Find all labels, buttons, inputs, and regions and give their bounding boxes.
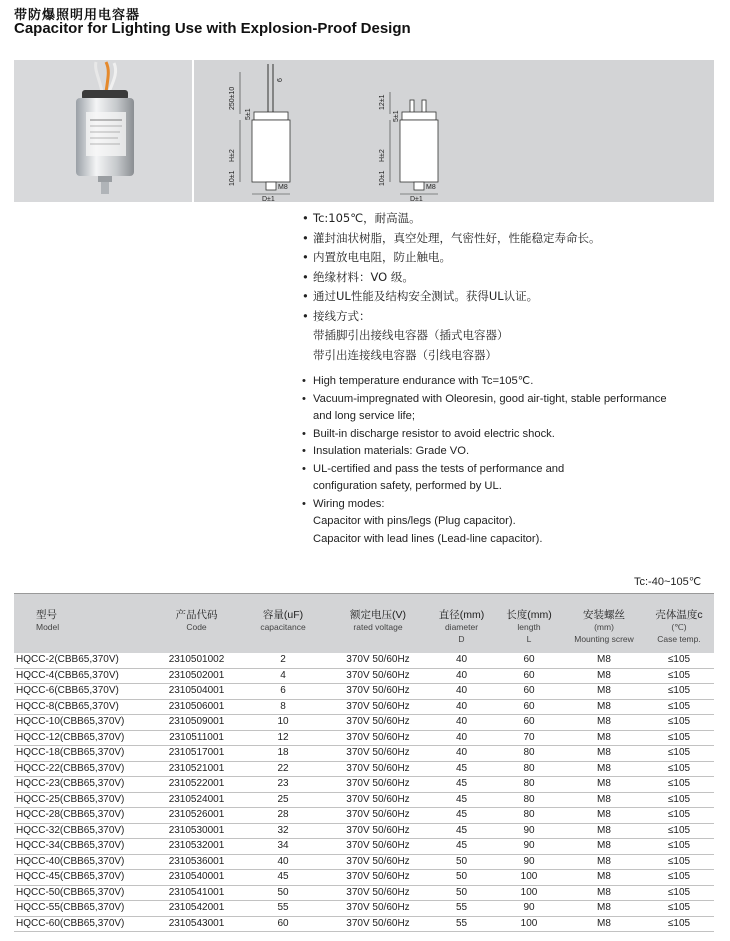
screw-cell: M8	[597, 778, 611, 790]
voltage-cell: 370V 50/60Hz	[346, 700, 410, 712]
table-row	[14, 746, 714, 762]
diameter-cell: 40	[455, 747, 468, 759]
case-temp-cell: ≤105	[667, 685, 691, 697]
diameter-cell: 50	[455, 886, 468, 898]
length-cell: 90	[523, 824, 535, 836]
capacitance-cell: 40	[277, 855, 289, 867]
column-header-case-temp: 壳体温度c (℃) Case temp.	[655, 609, 703, 644]
voltage-cell: 370V 50/60Hz	[346, 731, 410, 743]
dimension-drawing-lead	[210, 62, 305, 202]
case-temp-cell: ≤105	[667, 700, 691, 712]
code-cell: 2310541001	[168, 886, 225, 898]
diameter-cell: 50	[455, 855, 468, 867]
screw-cell: M8	[597, 809, 611, 821]
case-temp-cell: ≤105	[667, 871, 691, 883]
capacitance-cell: 45	[277, 871, 289, 883]
length-cell: 90	[523, 902, 535, 914]
case-temp-cell: ≤105	[667, 793, 691, 805]
voltage-cell: 370V 50/60Hz	[346, 902, 410, 914]
features-list-en	[302, 373, 667, 548]
list-item: • 内置放电电阻，防止触电。	[302, 250, 451, 264]
diameter-cell: 45	[455, 778, 468, 790]
length-cell: 60	[523, 685, 535, 697]
diameter-cell: 45	[455, 824, 468, 836]
screw-cell: M8	[597, 654, 611, 665]
voltage-cell: 370V 50/60Hz	[346, 840, 410, 852]
capacitance-cell: 23	[277, 778, 289, 790]
column-header-code: 产品代码 Code	[175, 609, 218, 632]
code-cell: 2310532001	[168, 840, 225, 852]
model-cell: HQCC-18(CBB65,370V)	[16, 747, 125, 759]
table-row	[14, 777, 714, 793]
column-header-length: 长度(mm) length L	[506, 609, 552, 644]
list-item: • UL-certified and pass the tests of performance and	[302, 462, 565, 475]
length-cell: 60	[523, 700, 535, 712]
capacitance-cell: 22	[277, 762, 289, 774]
svg-text:5±1: 5±1	[245, 108, 252, 120]
length-cell: 60	[523, 716, 535, 728]
model-cell: HQCC-8(CBB65,370V)	[16, 700, 119, 712]
diameter-cell: 40	[455, 731, 468, 743]
length-cell: 70	[523, 731, 535, 743]
length-cell: 100	[520, 917, 538, 929]
length-cell: 60	[523, 654, 535, 665]
list-item: configuration safety, performed by UL.	[313, 480, 502, 492]
svg-text:5±1: 5±1	[393, 110, 400, 122]
capacitance-cell: 55	[277, 902, 289, 914]
diameter-cell: 40	[455, 700, 468, 712]
table-row	[14, 870, 714, 886]
screw-cell: M8	[597, 871, 611, 883]
code-cell: 2310536001	[168, 855, 225, 867]
length-cell: 80	[523, 809, 535, 821]
capacitance-cell: 50	[277, 886, 289, 898]
model-cell: HQCC-12(CBB65,370V)	[16, 731, 125, 743]
code-cell: 2310524001	[168, 793, 225, 805]
voltage-cell: 370V 50/60Hz	[346, 871, 410, 883]
column-header-diameter: 直径(mm) diameter D	[438, 609, 485, 644]
svg-text:6: 6	[277, 78, 284, 82]
voltage-cell: 370V 50/60Hz	[346, 669, 410, 681]
model-cell: HQCC-2(CBB65,370V)	[16, 654, 119, 665]
model-cell: HQCC-23(CBB65,370V)	[16, 778, 125, 790]
code-cell: 2310504001	[168, 685, 225, 697]
screw-cell: M8	[597, 886, 611, 898]
code-cell: 2310502001	[168, 669, 225, 681]
code-cell: 2310506001	[168, 700, 225, 712]
screw-cell: M8	[597, 824, 611, 836]
table-row	[14, 885, 714, 901]
svg-text:10±1: 10±1	[229, 170, 236, 186]
diameter-cell: 45	[455, 762, 468, 774]
case-temp-cell: ≤105	[667, 809, 691, 821]
capacitance-cell: 6	[280, 685, 286, 697]
voltage-cell: 370V 50/60Hz	[346, 685, 410, 697]
voltage-cell: 370V 50/60Hz	[346, 716, 410, 728]
code-cell: 2310501002	[168, 654, 225, 665]
svg-text:12±1: 12±1	[379, 94, 386, 110]
column-header-mounting-screw: 安装螺丝 (mm) Mounting screw	[574, 609, 634, 644]
table-row	[14, 715, 714, 731]
screw-cell: M8	[597, 762, 611, 774]
length-cell: 80	[523, 778, 535, 790]
code-cell: 2310521001	[168, 762, 225, 774]
model-cell: HQCC-22(CBB65,370V)	[16, 762, 125, 774]
case-temp-cell: ≤105	[667, 855, 691, 867]
list-item: 带插脚引出接线电容器（插式电容器）	[313, 328, 509, 342]
capacitance-cell: 10	[277, 716, 289, 728]
table-row	[14, 901, 714, 917]
capacitance-cell: 18	[277, 747, 289, 759]
list-item: • 绝缘材料：VO 级。	[302, 269, 414, 284]
table-row	[14, 808, 714, 824]
diameter-cell: 55	[455, 902, 468, 914]
screw-cell: M8	[597, 855, 611, 867]
code-cell: 2310542001	[168, 902, 225, 914]
code-cell: 2310522001	[168, 778, 225, 790]
table-row	[14, 668, 714, 684]
screw-cell: M8	[597, 840, 611, 852]
code-cell: 2310540001	[168, 871, 225, 883]
list-item: and long service life;	[313, 410, 415, 422]
page-title-cn: 带防爆照明用电容器	[14, 8, 141, 23]
svg-text:D±1: D±1	[262, 196, 275, 202]
screw-cell: M8	[597, 731, 611, 743]
diameter-cell: 55	[455, 917, 468, 929]
capacitance-cell: 25	[277, 793, 289, 805]
diameter-cell: 40	[455, 685, 468, 697]
model-cell: HQCC-34(CBB65,370V)	[16, 840, 125, 852]
table-row	[14, 730, 714, 746]
model-cell: HQCC-32(CBB65,370V)	[16, 824, 125, 836]
spec-table	[14, 593, 714, 932]
page-title-en: Capacitor for Lighting Use with Explosion-Proof Design	[14, 20, 411, 37]
dimension-drawing-plug	[360, 62, 455, 202]
svg-text:H±2: H±2	[379, 149, 386, 162]
svg-text:250±10: 250±10	[229, 86, 236, 110]
model-cell: HQCC-45(CBB65,370V)	[16, 871, 125, 883]
table-row	[14, 916, 714, 932]
diameter-cell: 40	[455, 654, 468, 665]
case-temp-cell: ≤105	[667, 917, 691, 929]
table-row	[14, 839, 714, 855]
svg-text:D±1: D±1	[410, 196, 423, 202]
diameter-cell: 45	[455, 840, 468, 852]
code-cell: 2310530001	[168, 824, 225, 836]
list-item: • Vacuum-impregnated with Oleoresin, good air-tight, stable performance	[302, 392, 667, 405]
screw-cell: M8	[597, 716, 611, 728]
length-cell: 80	[523, 747, 535, 759]
capacitance-cell: 32	[277, 824, 289, 836]
model-cell: HQCC-55(CBB65,370V)	[16, 902, 125, 914]
model-cell: HQCC-50(CBB65,370V)	[16, 886, 125, 898]
case-temp-cell: ≤105	[667, 731, 691, 743]
capacitance-cell: 28	[277, 809, 289, 821]
capacitance-cell: 12	[277, 731, 289, 743]
voltage-cell: 370V 50/60Hz	[346, 793, 410, 805]
features-list-cn	[302, 209, 601, 365]
list-item: • Insulation materials: Grade VO.	[302, 445, 470, 457]
length-cell: 100	[520, 871, 538, 883]
length-cell: 90	[523, 855, 535, 867]
model-cell: HQCC-4(CBB65,370V)	[16, 669, 119, 681]
code-cell: 2310517001	[168, 747, 225, 759]
screw-cell: M8	[597, 700, 611, 712]
voltage-cell: 370V 50/60Hz	[346, 855, 410, 867]
list-item: • High temperature endurance with Tc=105℃.	[302, 375, 534, 387]
code-cell: 2310526001	[168, 809, 225, 821]
voltage-cell: 370V 50/60Hz	[346, 886, 410, 898]
voltage-cell: 370V 50/60Hz	[346, 747, 410, 759]
column-header-voltage: 额定电压(V) rated voltage	[350, 609, 406, 632]
list-item: • Built-in discharge resistor to avoid electric shock.	[302, 427, 555, 440]
diameter-cell: 40	[455, 716, 468, 728]
case-temp-cell: ≤105	[667, 840, 691, 852]
code-cell: 2310543001	[168, 917, 225, 929]
capacitance-cell: 34	[277, 840, 289, 852]
screw-cell: M8	[597, 793, 611, 805]
screw-cell: M8	[597, 747, 611, 759]
capacitance-cell: 2	[280, 654, 286, 665]
screw-cell: M8	[597, 669, 611, 681]
table-header-row	[14, 594, 714, 653]
case-temp-cell: ≤105	[667, 824, 691, 836]
table-body	[14, 653, 714, 932]
length-cell: 90	[523, 840, 535, 852]
screw-cell: M8	[597, 902, 611, 914]
table-row	[14, 792, 714, 808]
model-cell: HQCC-28(CBB65,370V)	[16, 809, 125, 821]
svg-text:M8: M8	[278, 184, 288, 191]
model-cell: HQCC-40(CBB65,370V)	[16, 855, 125, 867]
capacitance-cell: 60	[277, 917, 289, 929]
model-cell: HQCC-60(CBB65,370V)	[16, 917, 125, 929]
list-item: Capacitor with lead lines (Lead-line capacitor).	[313, 532, 543, 545]
diameter-cell: 45	[455, 793, 468, 805]
code-cell: 2310511001	[169, 731, 224, 743]
voltage-cell: 370V 50/60Hz	[346, 778, 410, 790]
svg-text:M8: M8	[426, 184, 436, 191]
list-item: • Wiring modes:	[302, 497, 385, 510]
capacitance-cell: 8	[280, 700, 286, 712]
length-cell: 60	[523, 669, 535, 681]
case-temp-cell: ≤105	[667, 716, 691, 728]
column-header-capacitance: 容量(uF) capacitance	[260, 609, 306, 632]
table-row	[14, 761, 714, 777]
voltage-cell: 370V 50/60Hz	[346, 762, 410, 774]
length-cell: 80	[523, 793, 535, 805]
table-row	[14, 823, 714, 839]
list-item: • 灌封油状树脂，真空处理，气密性好，性能稳定寿命长。	[302, 230, 601, 245]
list-item: Capacitor with pins/legs (Plug capacitor).	[313, 515, 516, 527]
case-temp-cell: ≤105	[667, 886, 691, 898]
case-temp-cell: ≤105	[667, 762, 691, 774]
diameter-cell: 45	[455, 809, 468, 821]
length-cell: 100	[520, 886, 538, 898]
table-row	[14, 699, 714, 715]
case-temp-cell: ≤105	[667, 654, 691, 665]
capacitor-photo	[14, 60, 194, 202]
voltage-cell: 370V 50/60Hz	[346, 917, 410, 929]
voltage-cell: 370V 50/60Hz	[346, 654, 410, 665]
column-header-model: 型号 Model	[36, 609, 60, 632]
diameter-cell: 40	[455, 669, 468, 681]
list-item: • Tc:105℃，耐高温。	[302, 211, 421, 225]
model-cell: HQCC-6(CBB65,370V)	[16, 685, 119, 697]
screw-cell: M8	[597, 917, 611, 929]
temperature-range-note: Tc:-40~105℃	[634, 576, 702, 588]
case-temp-cell: ≤105	[667, 747, 691, 759]
diameter-cell: 50	[455, 871, 468, 883]
voltage-cell: 370V 50/60Hz	[346, 824, 410, 836]
list-item: 带引出连接线电容器（引线电容器）	[313, 347, 497, 362]
voltage-cell: 370V 50/60Hz	[346, 809, 410, 821]
list-item: • 接线方式：	[302, 308, 371, 323]
case-temp-cell: ≤105	[667, 669, 691, 681]
case-temp-cell: ≤105	[667, 778, 691, 790]
code-cell: 2310509001	[168, 716, 225, 728]
table-row	[14, 684, 714, 700]
model-cell: HQCC-25(CBB65,370V)	[16, 793, 125, 805]
capacitance-cell: 4	[280, 669, 286, 681]
model-cell: HQCC-10(CBB65,370V)	[16, 716, 125, 728]
case-temp-cell: ≤105	[667, 902, 691, 914]
screw-cell: M8	[597, 685, 611, 697]
length-cell: 80	[523, 762, 535, 774]
svg-text:H±2: H±2	[229, 149, 236, 162]
list-item: • 通过UL性能及结构安全测试。获得UL认证。	[302, 289, 539, 303]
svg-text:10±1: 10±1	[379, 170, 386, 186]
table-row	[14, 653, 714, 669]
table-row	[14, 854, 714, 870]
